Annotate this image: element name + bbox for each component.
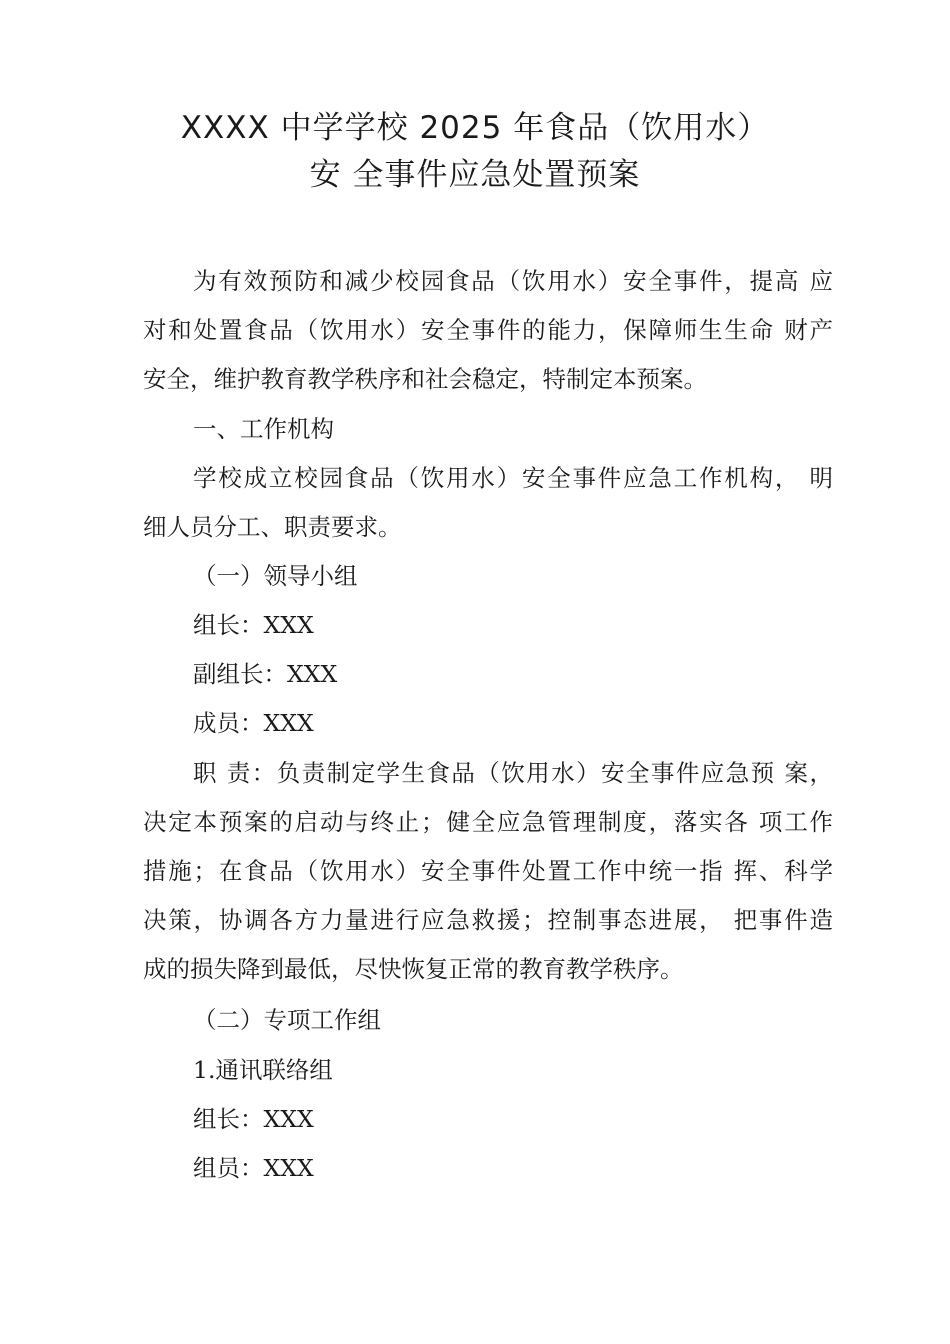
document-title-line-2: 安 全事件应急处置预案: [309, 157, 641, 193]
paragraph-duties-line-3: 措施；在食品（饮用水）安全事件处置工作中统一指 挥、科学: [143, 857, 833, 885]
document-title-line-1: XXXX 中学学校 2025 年食品（饮用水）: [180, 110, 770, 146]
communication-leader-entry: 组长：XXX: [193, 1105, 314, 1133]
deputy-leader-entry: 副组长：XXX: [193, 660, 338, 688]
communication-group-heading: 1.通讯联络组: [193, 1056, 333, 1084]
paragraph-duties-line-1: 职 责：负责制定学生食品（饮用水）安全事件应急预 案，: [193, 759, 833, 787]
paragraph-duties-line-5: 成的损失降到最低，尽快恢复正常的教育教学秩序。: [143, 955, 684, 983]
leader-entry: 组长：XXX: [193, 611, 314, 639]
paragraph-duties-line-4: 决策，协调各方力量进行应急救援；控制事态进展， 把事件造: [143, 906, 833, 934]
paragraph-intro-line-1: 为有效预防和减少校园食品（饮用水）安全事件，提高 应: [193, 267, 833, 295]
paragraph-duties-line-2: 决定本预案的启动与终止；健全应急管理制度，落实各 项工作: [143, 808, 833, 836]
paragraph-organization-line-1: 学校成立校园食品（饮用水）安全事件应急工作机构， 明: [193, 464, 833, 492]
subsection-heading-leadership-group: （一）领导小组: [193, 562, 358, 590]
subsection-heading-special-work-groups: （二）专项工作组: [193, 1006, 381, 1034]
paragraph-intro-line-2: 对和处置食品（饮用水）安全事件的能力，保障师生生命 财产: [143, 316, 833, 344]
paragraph-intro-line-3: 安全，维护教育教学秩序和社会稳定，特制定本预案。: [143, 365, 707, 393]
paragraph-organization-line-2: 细人员分工、职责要求。: [143, 513, 402, 541]
members-entry: 成员：XXX: [193, 709, 314, 737]
communication-members-entry: 组员：XXX: [193, 1154, 314, 1182]
section-heading-work-organization: 一、工作机构: [193, 415, 334, 443]
